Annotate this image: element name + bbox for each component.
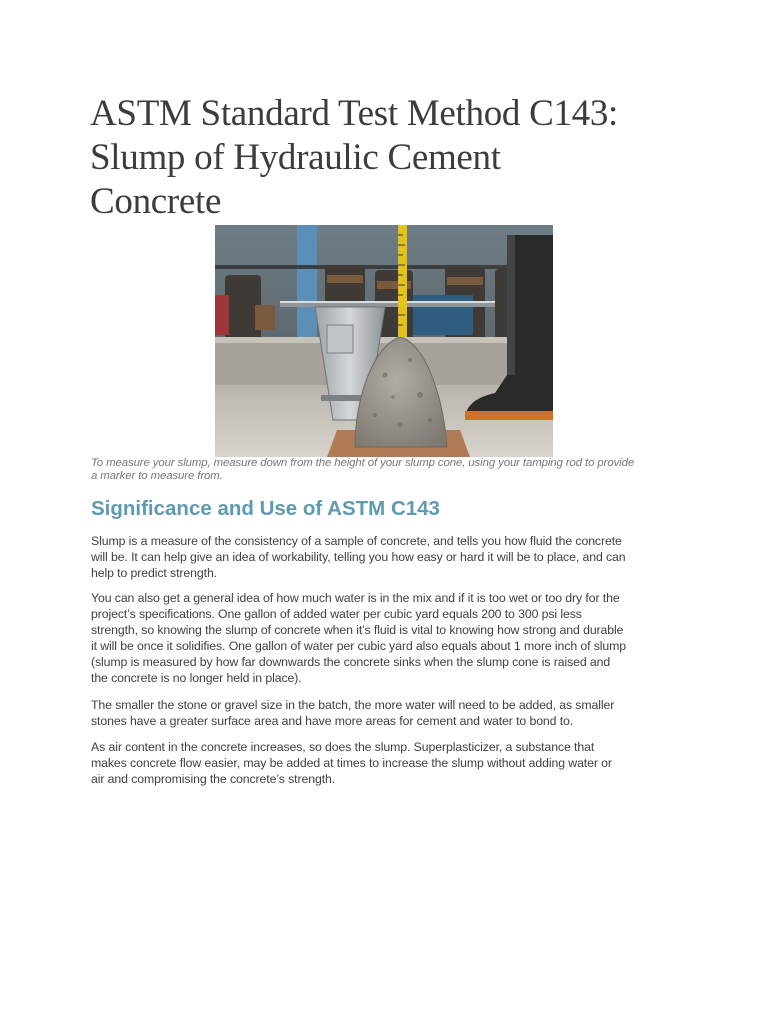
paragraph-line: stones have a greater surface area and have more areas for cement and water to bond to.	[91, 714, 574, 728]
slump-test-photo	[215, 225, 553, 457]
paragraph-line: strength, so knowing the slump of concrete when it’s fluid is vital to knowing how strong and durable	[91, 623, 624, 637]
body-paragraph	[91, 533, 691, 581]
caption-line: a marker to measure from.	[91, 470, 223, 482]
paragraph-line: the concrete is no longer held in place).	[91, 671, 302, 685]
paragraph-line: As air content in the concrete increases, so does the slump. Superplasticizer, a substance that	[91, 740, 595, 754]
caption-line: To measure your slump, measure down from the height of your slump cone, using your tamping rod to provide	[91, 457, 635, 469]
paragraph-line: Slump is a measure of the consistency of a sample of concrete, and tells you how fluid the concrete	[91, 534, 622, 548]
body-paragraph	[91, 590, 691, 686]
paragraph-line: project’s specifications. One gallon of added water per cubic yard equals 200 to 300 psi less	[91, 607, 582, 621]
paragraph-line: makes concrete flow easier, may be added at times to increase the slump without adding water or	[91, 756, 612, 770]
paragraph-line: it will be once it solidifies. One gallon of water per cubic yard also equals about 1 more inch of slump	[91, 639, 627, 653]
paragraph-line: You can also get a general idea of how much water is in the mix and if it is too wet or too dry for the	[91, 591, 620, 605]
paragraph-line: will be. It can help give an idea of workability, telling you how easy or hard it will be to place, and can	[91, 550, 626, 564]
paragraph-line: air and compromising the concrete’s strength.	[91, 772, 336, 786]
paragraph-line: (slump is measured by how far downwards the concrete sinks when the slump cone is raised and	[91, 655, 611, 669]
document-title	[90, 92, 710, 224]
body-paragraph	[91, 739, 691, 787]
body-paragraph	[91, 697, 691, 729]
photo-caption	[91, 457, 691, 483]
title-line: Concrete	[90, 181, 222, 222]
title-line: ASTM Standard Test Method C143:	[90, 93, 619, 134]
paragraph-line: The smaller the stone or gravel size in the batch, the more water will need to be added, as smaller	[91, 698, 615, 712]
paragraph-line: help to predict strength.	[91, 566, 218, 580]
title-line: Slump of Hydraulic Cement	[90, 137, 501, 178]
section-heading: Significance and Use of ASTM C143	[91, 497, 440, 520]
